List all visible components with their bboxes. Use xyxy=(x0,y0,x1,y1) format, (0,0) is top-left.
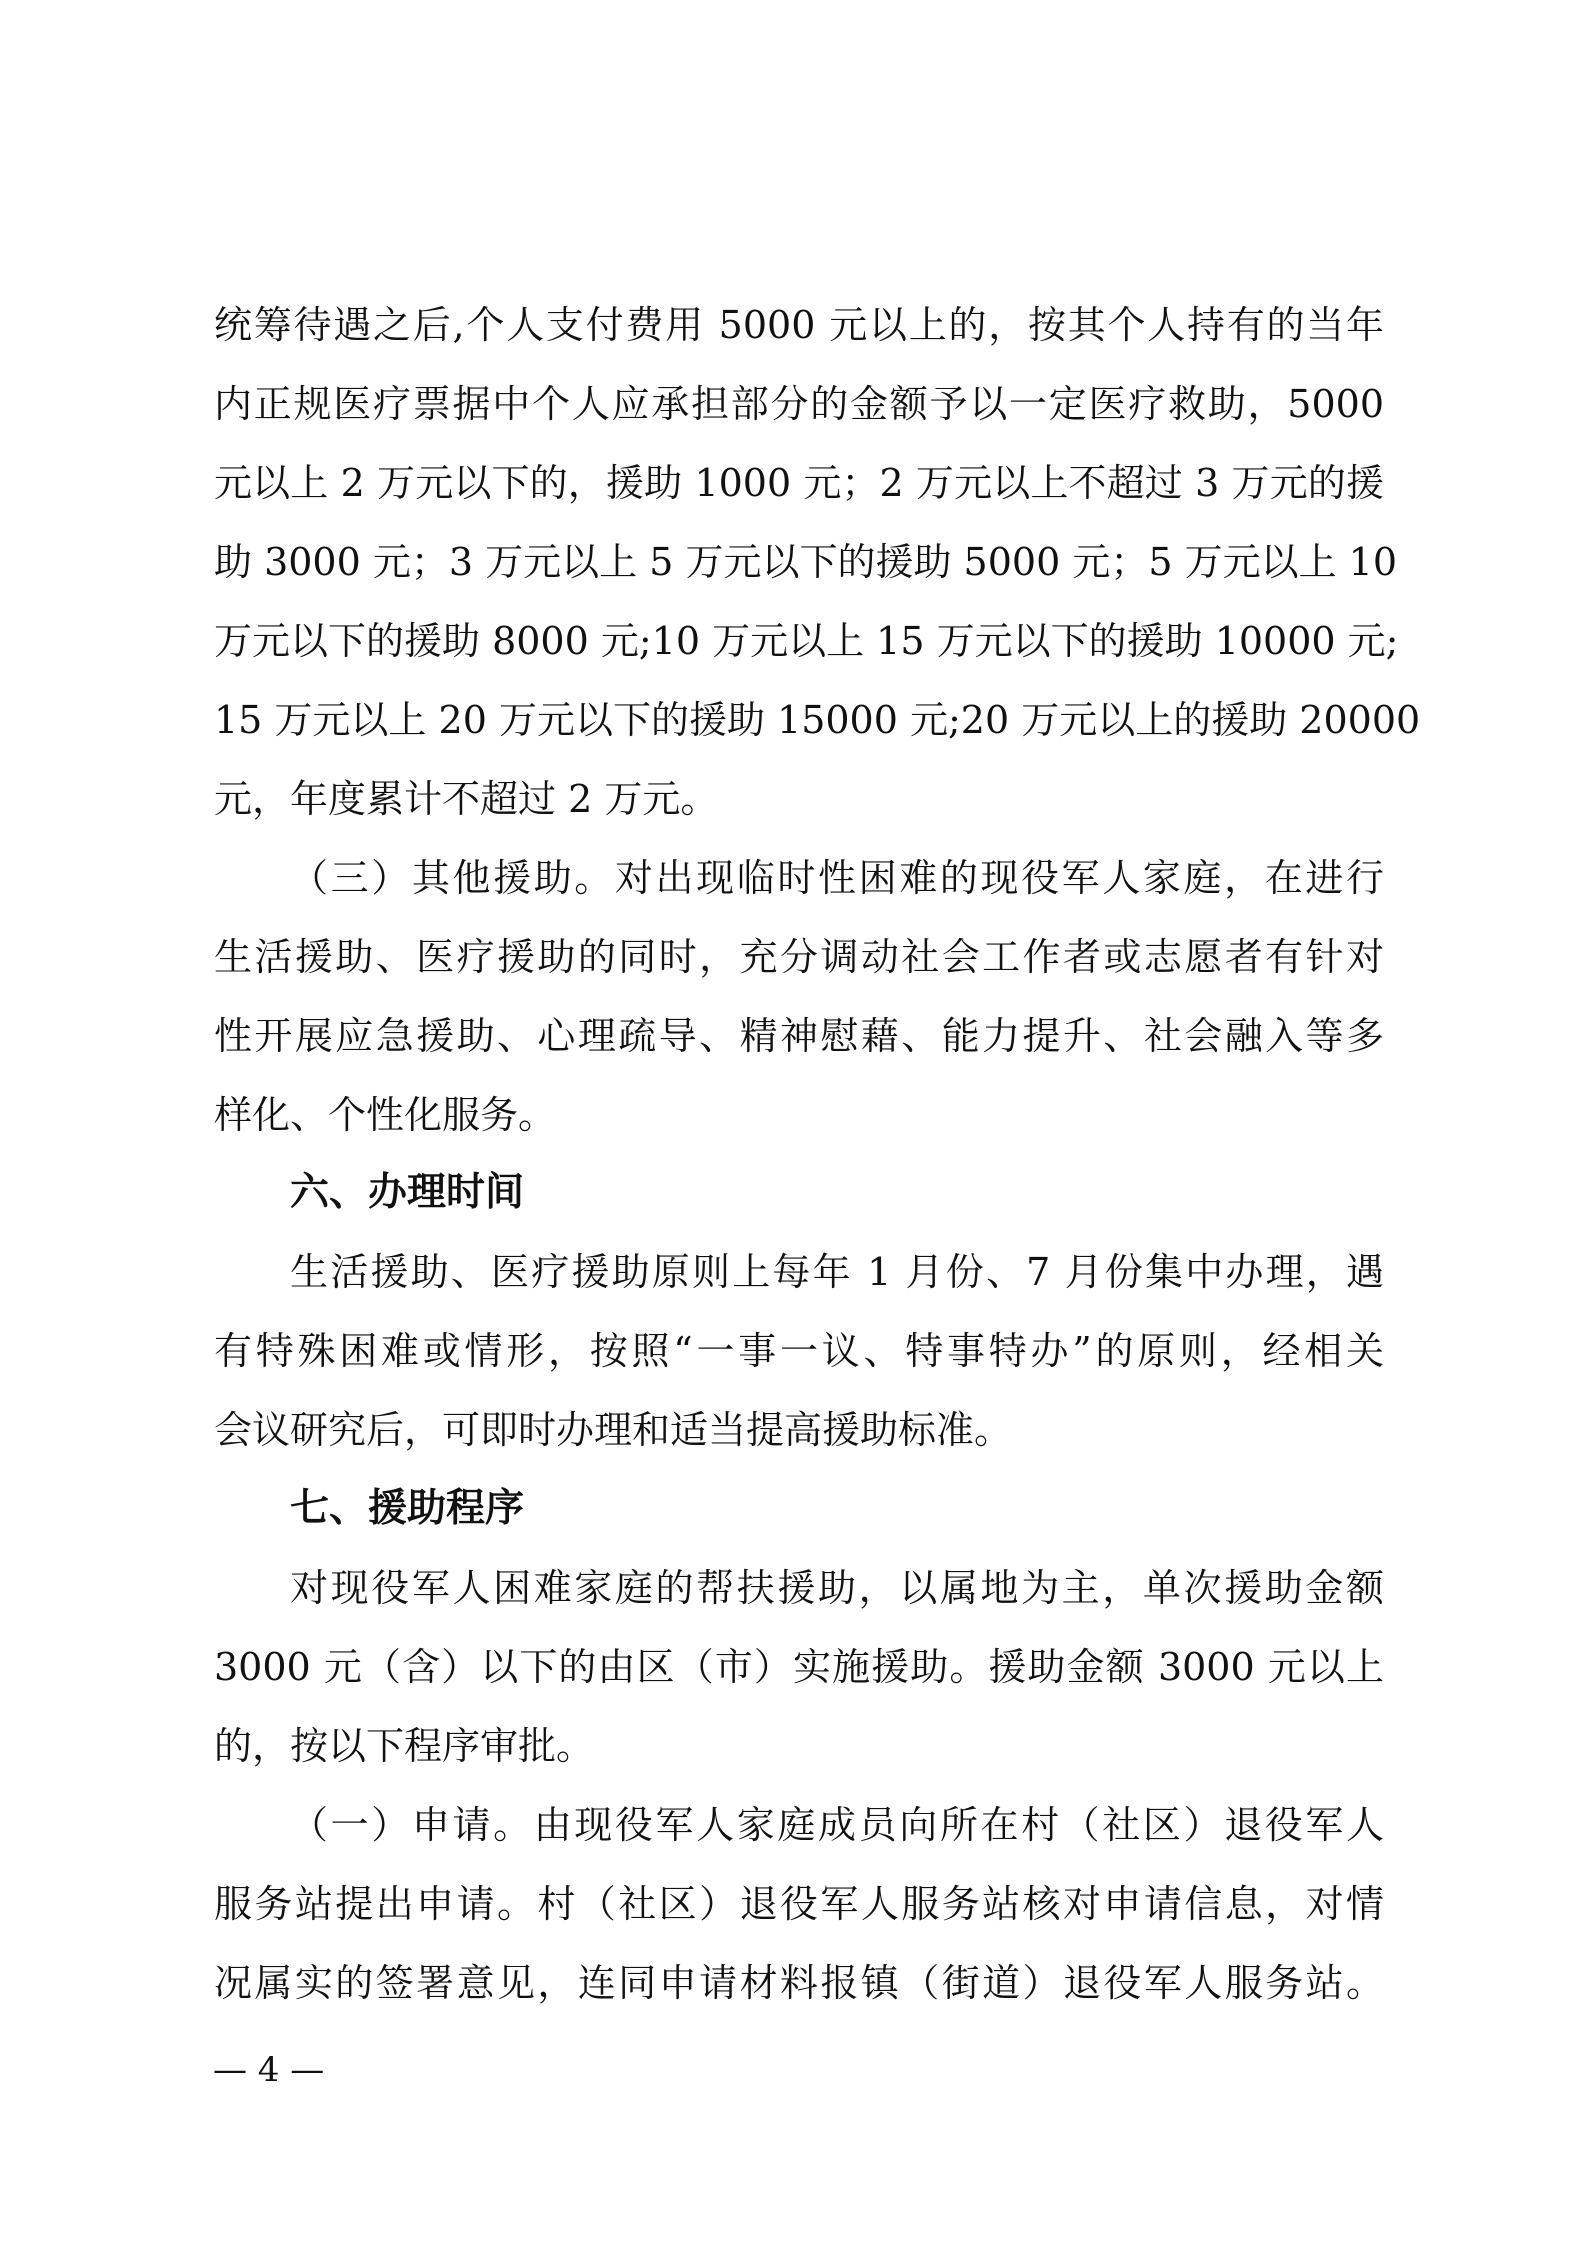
paragraph-processing-time-line-3: 会议研究后，可即时办理和适当提高援助标准。 xyxy=(214,1408,1013,1452)
page-number: — 4 — xyxy=(213,2050,325,2090)
paragraph-processing-time-line-1: 生活援助、医疗援助原则上每年 1 月份、7 月份集中办理，遇 xyxy=(290,1250,1384,1294)
body-line-3: 元以上 2 万元以下的，援助 1000 元；2 万元以上不超过 3 万元的援 xyxy=(214,461,1384,505)
body-line-6: 15 万元以上 20 万元以下的援助 15000 元;20 万元以上的援助 20000 xyxy=(214,698,1421,742)
section-heading-assistance-procedure: 七、援助程序 xyxy=(290,1486,525,1531)
paragraph-other-assistance-line-4: 样化、个性化服务。 xyxy=(214,1093,557,1137)
body-line-5: 万元以下的援助 8000 元;10 万元以上 15 万元以下的援助 10000 元; xyxy=(214,619,1399,663)
paragraph-application-line-2: 服务站提出申请。村（社区）退役军人服务站核对申请信息，对情 xyxy=(214,1882,1384,1926)
paragraph-other-assistance-line-1: （三）其他援助。对出现临时性困难的现役军人家庭，在进行 xyxy=(290,856,1384,900)
body-line-1: 统筹待遇之后,个人支付费用 5000 元以上的，按其个人持有的当年 xyxy=(214,303,1384,347)
paragraph-procedure-line-1: 对现役军人困难家庭的帮扶援助，以属地为主，单次援助金额 xyxy=(290,1566,1384,1610)
paragraph-application-line-1: （一）申请。由现役军人家庭成员向所在村（社区）退役军人 xyxy=(290,1803,1384,1847)
paragraph-other-assistance-line-2: 生活援助、医疗援助的同时，充分调动社会工作者或志愿者有针对 xyxy=(214,935,1384,979)
body-line-7: 元，年度累计不超过 2 万元。 xyxy=(214,777,719,821)
body-line-4: 助 3000 元；3 万元以上 5 万元以下的援助 5000 元；5 万元以上 10 xyxy=(214,540,1398,584)
paragraph-other-assistance-line-3: 性开展应急援助、心理疏导、精神慰藉、能力提升、社会融入等多 xyxy=(214,1014,1384,1058)
body-line-2: 内正规医疗票据中个人应承担部分的金额予以一定医疗救助，5000 xyxy=(214,382,1384,426)
section-heading-processing-time: 六、办理时间 xyxy=(290,1170,525,1215)
paragraph-procedure-line-3: 的，按以下程序审批。 xyxy=(214,1724,595,1768)
paragraph-processing-time-line-2: 有特殊困难或情形，按照“一事一议、特事特办”的原则，经相关 xyxy=(214,1329,1384,1373)
paragraph-application-line-3: 况属实的签署意见，连同申请材料报镇（街道）退役军人服务站。 xyxy=(214,1961,1384,2005)
paragraph-procedure-line-2: 3000 元（含）以下的由区（市）实施援助。援助金额 3000 元以上 xyxy=(214,1645,1384,1689)
